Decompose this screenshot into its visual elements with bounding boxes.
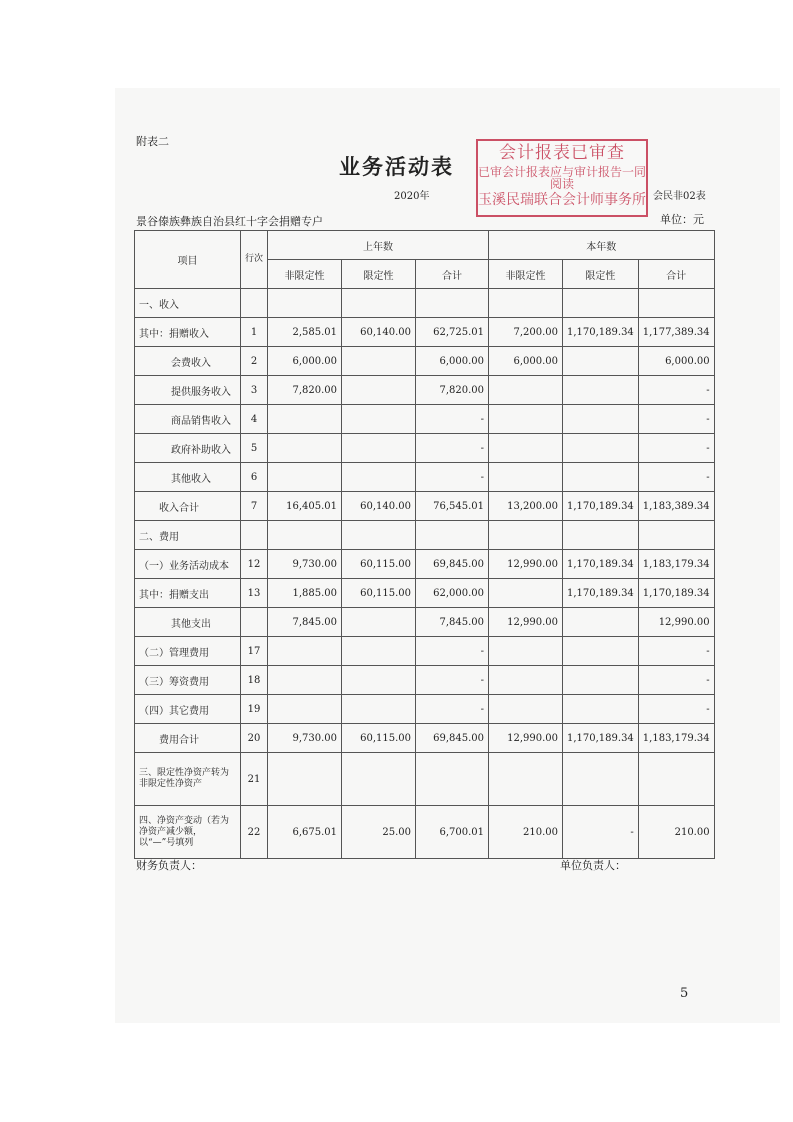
header-col: 合计 <box>638 260 714 289</box>
row-value: 2,585.01 <box>268 318 342 347</box>
table-row <box>135 463 715 492</box>
table-row <box>135 318 715 347</box>
row-label: 会费收入 <box>135 347 241 376</box>
row-value <box>638 753 714 806</box>
header-curr-year: 本年数 <box>489 231 715 260</box>
row-value: 16,405.01 <box>268 492 342 521</box>
row-value: 7,845.00 <box>268 608 342 637</box>
row-value <box>268 463 342 492</box>
table-row <box>135 724 715 753</box>
row-value <box>563 608 639 637</box>
row-value: 60,140.00 <box>342 492 416 521</box>
header-col: 非限定性 <box>489 260 563 289</box>
row-value: - <box>638 695 714 724</box>
row-value <box>268 521 342 550</box>
row-value <box>489 434 563 463</box>
row-line-no: 21 <box>241 753 268 806</box>
row-value <box>563 434 639 463</box>
table-row <box>135 492 715 521</box>
row-value: - <box>416 637 489 666</box>
header-col: 限定性 <box>563 260 639 289</box>
row-value <box>489 666 563 695</box>
row-value: - <box>638 637 714 666</box>
row-value <box>563 637 639 666</box>
row-label: （三）筹资费用 <box>135 666 241 695</box>
row-label: 提供服务收入 <box>135 376 241 405</box>
row-value: 210.00 <box>489 806 563 859</box>
row-value <box>489 521 563 550</box>
row-value <box>563 521 639 550</box>
row-value: 60,115.00 <box>342 724 416 753</box>
row-value <box>342 695 416 724</box>
row-value: 1,170,189.34 <box>563 579 639 608</box>
row-label: 其中：捐赠收入 <box>135 318 241 347</box>
row-value: 6,000.00 <box>416 347 489 376</box>
unit-head-label: 单位负责人： <box>560 859 626 872</box>
row-value: - <box>638 405 714 434</box>
row-value <box>342 666 416 695</box>
row-value: 25.00 <box>342 806 416 859</box>
row-label: 其中：捐赠支出 <box>135 579 241 608</box>
row-value: - <box>416 405 489 434</box>
row-value: 13,200.00 <box>489 492 563 521</box>
row-line-no: 5 <box>241 434 268 463</box>
row-value <box>563 347 639 376</box>
row-value <box>268 434 342 463</box>
row-value: 12,990.00 <box>638 608 714 637</box>
row-line-no: 4 <box>241 405 268 434</box>
row-value: 1,183,389.34 <box>638 492 714 521</box>
row-value: 7,845.00 <box>416 608 489 637</box>
row-value <box>563 695 639 724</box>
row-value: 69,845.00 <box>416 724 489 753</box>
activity-table <box>134 230 715 859</box>
row-line-no: 2 <box>241 347 268 376</box>
report-title: 业务活动表 <box>339 155 454 179</box>
header-prev-year: 上年数 <box>268 231 489 260</box>
header-col: 非限定性 <box>268 260 342 289</box>
table-row <box>135 405 715 434</box>
row-value <box>268 637 342 666</box>
row-label: 其他收入 <box>135 463 241 492</box>
row-value: 76,545.01 <box>416 492 489 521</box>
row-line-no: 1 <box>241 318 268 347</box>
row-value: 6,000.00 <box>268 347 342 376</box>
row-value: - <box>638 434 714 463</box>
row-value <box>342 521 416 550</box>
row-value <box>342 405 416 434</box>
row-value: - <box>416 434 489 463</box>
row-line-no: 18 <box>241 666 268 695</box>
stamp-line-3: 玉溪民瑞联合会计师事务所 <box>478 192 646 209</box>
row-value <box>342 376 416 405</box>
row-value <box>268 666 342 695</box>
row-value: 60,115.00 <box>342 579 416 608</box>
row-value <box>489 753 563 806</box>
row-value: 9,730.00 <box>268 550 342 579</box>
row-value <box>638 289 714 318</box>
row-label: 收入合计 <box>135 492 241 521</box>
row-value: 69,845.00 <box>416 550 489 579</box>
row-line-no: 12 <box>241 550 268 579</box>
row-value: - <box>416 463 489 492</box>
table-row <box>135 376 715 405</box>
row-value: 62,000.00 <box>416 579 489 608</box>
row-value <box>563 666 639 695</box>
row-value <box>268 405 342 434</box>
row-value <box>489 289 563 318</box>
row-line-no <box>241 521 268 550</box>
row-value <box>416 521 489 550</box>
report-year: 2020年 <box>394 191 430 202</box>
annex-label: 附表二 <box>136 135 169 148</box>
row-value: 1,170,189.34 <box>563 492 639 521</box>
row-value <box>342 463 416 492</box>
row-line-no: 6 <box>241 463 268 492</box>
row-line-no: 17 <box>241 637 268 666</box>
row-label: 四、净资产变动（若为净资产减少额，以“—”号填列 <box>135 806 241 859</box>
page-number: 5 <box>680 986 689 1001</box>
row-value: - <box>638 463 714 492</box>
table-row <box>135 347 715 376</box>
row-value <box>563 753 639 806</box>
row-line-no <box>241 608 268 637</box>
row-value <box>638 521 714 550</box>
row-value: 1,170,189.34 <box>563 318 639 347</box>
row-value: 1,183,179.34 <box>638 550 714 579</box>
row-value <box>342 608 416 637</box>
row-value <box>416 753 489 806</box>
header-item: 项目 <box>135 231 241 289</box>
finance-head-label: 财务负责人： <box>136 859 202 872</box>
row-value: - <box>563 806 639 859</box>
row-line-no <box>241 289 268 318</box>
row-label: 其他支出 <box>135 608 241 637</box>
row-label: 二、费用 <box>135 521 241 550</box>
row-value: 6,000.00 <box>638 347 714 376</box>
row-value <box>268 695 342 724</box>
form-number: 会民非02表 <box>653 191 706 202</box>
row-label: （一）业务活动成本 <box>135 550 241 579</box>
table-row <box>135 579 715 608</box>
row-value: 6,700.01 <box>416 806 489 859</box>
row-value: 62,725.01 <box>416 318 489 347</box>
row-label: 三、限定性净资产转为非限定性净资产 <box>135 753 241 806</box>
row-value <box>489 405 563 434</box>
row-value: 1,170,189.34 <box>638 579 714 608</box>
row-value: 1,177,389.34 <box>638 318 714 347</box>
row-label: 一、收入 <box>135 289 241 318</box>
table-row <box>135 521 715 550</box>
row-value <box>342 753 416 806</box>
row-value <box>489 579 563 608</box>
table-row <box>135 289 715 318</box>
row-value <box>342 347 416 376</box>
table-row <box>135 806 715 859</box>
row-value: - <box>416 666 489 695</box>
row-value: 9,730.00 <box>268 724 342 753</box>
table-row <box>135 608 715 637</box>
row-line-no: 19 <box>241 695 268 724</box>
row-value: 7,820.00 <box>416 376 489 405</box>
row-value: 60,115.00 <box>342 550 416 579</box>
row-line-no: 13 <box>241 579 268 608</box>
row-value <box>489 463 563 492</box>
row-value: 1,170,189.34 <box>563 724 639 753</box>
row-value <box>563 376 639 405</box>
row-value <box>416 289 489 318</box>
header-col: 合计 <box>416 260 489 289</box>
row-value: 60,140.00 <box>342 318 416 347</box>
row-label: 商品销售收入 <box>135 405 241 434</box>
row-value: - <box>638 666 714 695</box>
row-value: - <box>416 695 489 724</box>
table-row <box>135 695 715 724</box>
table-row <box>135 753 715 806</box>
row-value <box>342 637 416 666</box>
table-row <box>135 434 715 463</box>
row-value: 12,990.00 <box>489 608 563 637</box>
row-line-no: 22 <box>241 806 268 859</box>
row-line-no: 3 <box>241 376 268 405</box>
stamp-line-2: 已审会计报表应与审计报告一同阅读 <box>478 164 647 192</box>
row-line-no: 20 <box>241 724 268 753</box>
table-row <box>135 550 715 579</box>
row-label: （二）管理费用 <box>135 637 241 666</box>
audit-stamp <box>476 139 648 217</box>
row-value: 210.00 <box>638 806 714 859</box>
row-value: 1,170,189.34 <box>563 550 639 579</box>
row-line-no: 7 <box>241 492 268 521</box>
header-col: 限定性 <box>342 260 416 289</box>
row-label: （四）其它费用 <box>135 695 241 724</box>
row-value <box>342 289 416 318</box>
row-value <box>563 289 639 318</box>
row-value: 7,820.00 <box>268 376 342 405</box>
row-value <box>489 376 563 405</box>
table-row <box>135 637 715 666</box>
row-value <box>563 463 639 492</box>
table-row <box>135 666 715 695</box>
row-value <box>268 289 342 318</box>
row-value <box>268 753 342 806</box>
row-value: - <box>638 376 714 405</box>
header-line-no: 行次 <box>241 231 268 289</box>
row-label: 费用合计 <box>135 724 241 753</box>
stamp-line-1: 会计报表已审查 <box>499 143 625 163</box>
row-value: 7,200.00 <box>489 318 563 347</box>
row-value: 6,675.01 <box>268 806 342 859</box>
row-value: 12,990.00 <box>489 724 563 753</box>
row-value <box>563 405 639 434</box>
row-value: 6,000.00 <box>489 347 563 376</box>
row-value: 1,183,179.34 <box>638 724 714 753</box>
currency-unit: 单位：元 <box>660 213 704 226</box>
row-value <box>489 695 563 724</box>
organization-name: 景谷傣族彝族自治县红十字会捐赠专户 <box>136 215 323 228</box>
row-value <box>489 637 563 666</box>
row-value: 1,885.00 <box>268 579 342 608</box>
row-value <box>342 434 416 463</box>
row-value: 12,990.00 <box>489 550 563 579</box>
row-label: 政府补助收入 <box>135 434 241 463</box>
